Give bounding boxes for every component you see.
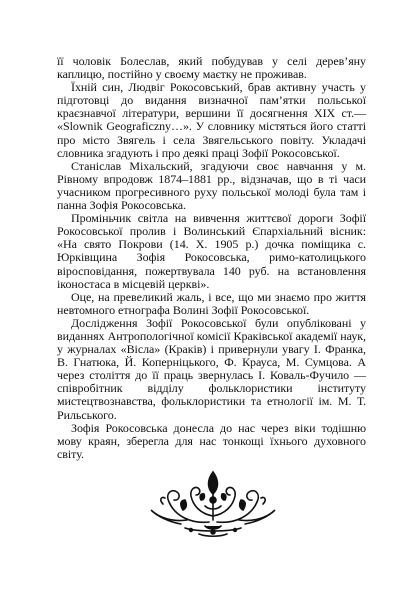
paragraph: її чоловік Болеслав, який побудував у селі дерев’яну каплицю, постійно у своєму маєтку не проживав. [57,54,366,82]
paragraph: Їхній син, Людвіг Рокосовський, брав активну участь у підготовці до видання визначної пам’ятки польської краєзнавчої літератури, вершини її досягнення XIX ст.— «Slownik Geograficzny…». У словнику містяться його статті про місто Звягель і села Звягельського повіту. Укладачі словника згадують і про деякі праці Зофії Рокосовської. [57,80,366,160]
paragraph: Оце, на превеликий жаль, і все, що ми знаємо про життя невтомного етнографа Волині Зофії Рокосовської. [57,289,366,317]
paragraph: Проміньчик світла на вивчення життєвої дороги Зофії Рокосовської пролив і Волинський Єпархіальний вісник: «На свято Покрови (14. Х. 1905 р.) дочка поміщика с. Юрківщина Зофія Рокосовська, римо-католицького віросповідання, пожертвувала 140 руб. на встановлення іконостаса в місцевій церкві». [57,211,366,291]
floral-ornament-icon [147,470,279,540]
body-text [57,55,366,461]
paragraph: Зофія Рокосовська донесла до нас через віки тодішню мову краян, зберегла для нас тонкощі їхнього духовного світу. [57,420,366,461]
paragraph: Станіслав Міхальский, згадуючи своє навчання у м. Рівному впродовж 1874–1881 рр., відзначав, що в ті часи учасником прогресивного руху польської молоді була там і панна Зофія Рокосовська. [57,158,366,213]
paragraph: Дослідження Зофії Рокосовської були опубліковані у виданнях Антропологічної комісії Краківської академії наук, у журналах «Вісла» (Краків) і привернули увагу І. Франка, В. Гнатюка, Й. Коперніцького, Ф. Крауса, М. Сумцова. А через століття до її праць звернулась І. Коваль-Фучило — співробітник відділу фольклористики інституту мистецтвознавства, фольклористики та етнології ім. М. Т. Рильського. [57,315,366,422]
